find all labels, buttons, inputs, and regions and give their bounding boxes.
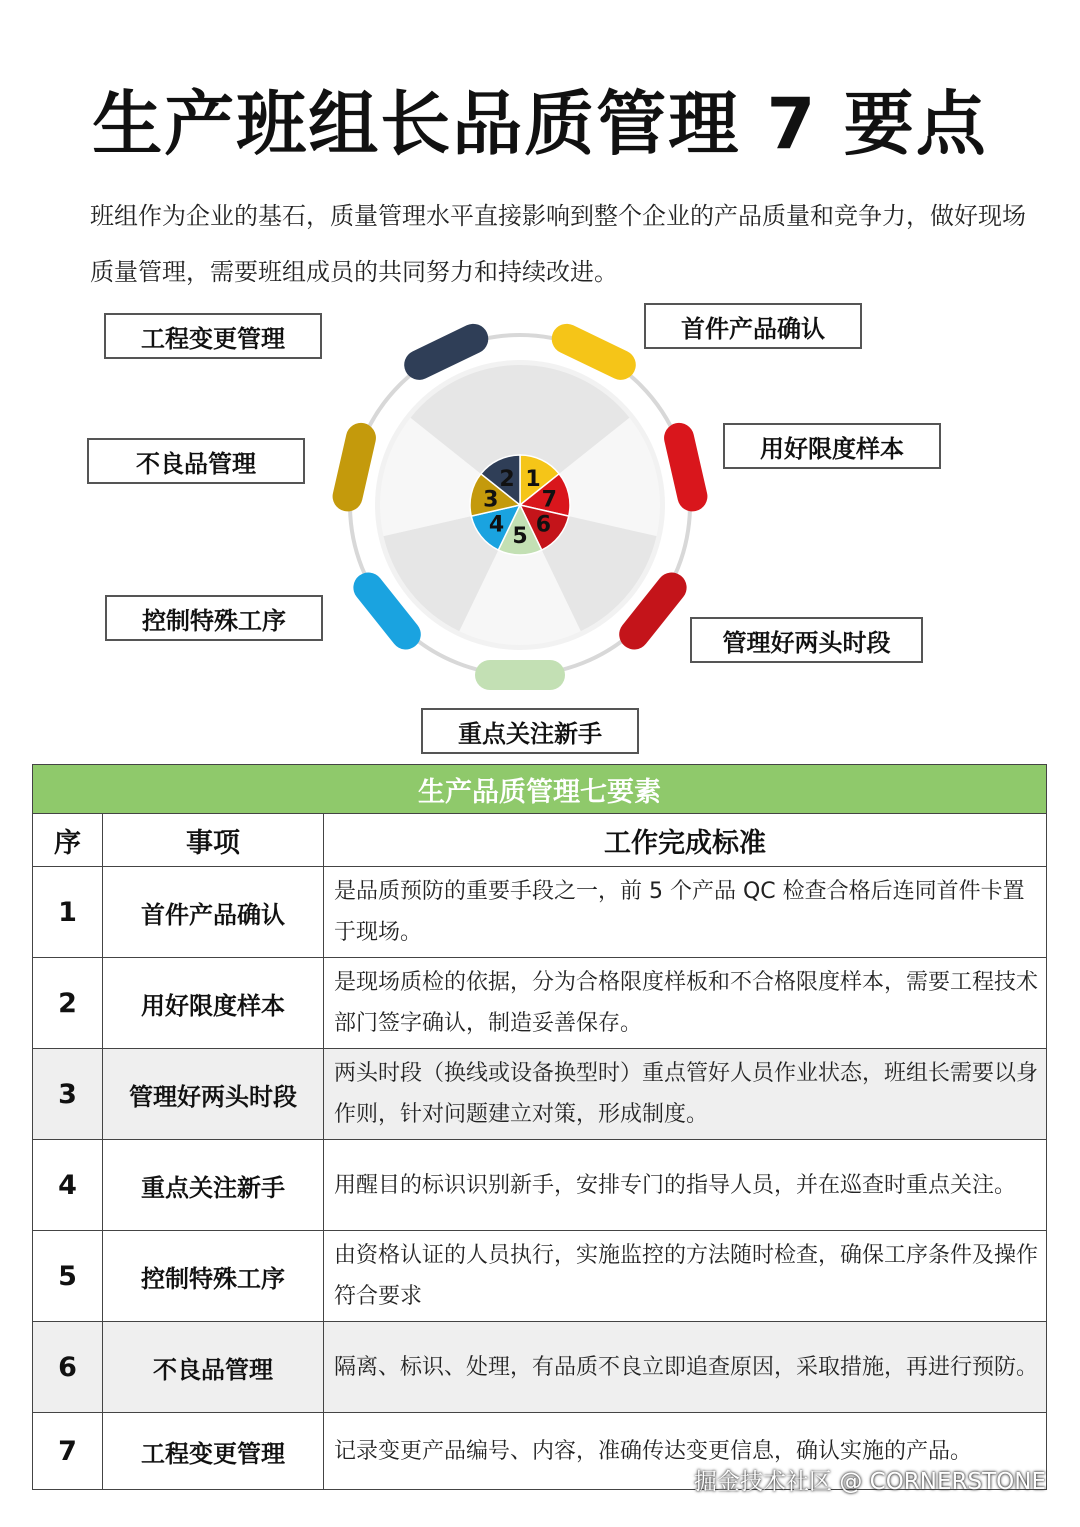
- row-item: 首件产品确认: [103, 867, 324, 958]
- row-number: 4: [33, 1140, 103, 1231]
- label-limit-sample: 用好限度样本: [723, 423, 941, 469]
- header-item: 事项: [103, 814, 324, 867]
- pie-number-1: 1: [525, 466, 541, 492]
- label-special-process: 控制特殊工序: [105, 595, 323, 641]
- row-item: 管理好两头时段: [103, 1049, 324, 1140]
- ring-pill-5: [475, 660, 565, 690]
- row-standard: 用醒目的标识识别新手，安排专门的指导人员，并在巡查时重点关注。: [324, 1140, 1047, 1231]
- row-number: 5: [33, 1231, 103, 1322]
- row-standard: 记录变更产品编号、内容，准确传达变更信息，确认实施的产品。: [324, 1413, 1047, 1490]
- label-first-article: 首件产品确认: [644, 303, 862, 349]
- watermark: 掘金技术社区 @ CORNERSTONE: [694, 1469, 1046, 1495]
- row-item: 控制特殊工序: [103, 1231, 324, 1322]
- row-number: 2: [33, 958, 103, 1049]
- ring-pill-7: [661, 420, 710, 514]
- ring-diagram-svg: [0, 295, 1080, 765]
- row-number: 1: [33, 867, 103, 958]
- row-standard: 两头时段（换线或设备换型时）重点管好人员作业状态，班组长需要以身作则，针对问题建立对策，形成制度。: [324, 1049, 1047, 1140]
- intro-paragraph: 班组作为企业的基石，质量管理水平直接影响到整个企业的产品质量和竞争力，做好现场质量管理，需要班组成员的共同努力和持续改进。: [90, 202, 1026, 286]
- pie-number-3: 3: [483, 487, 499, 513]
- pie-number-7: 7: [541, 487, 557, 513]
- header-number: 序: [33, 814, 103, 867]
- seven-points-diagram: [0, 295, 1080, 765]
- row-standard: 隔离、标识、处理，有品质不良立即追查原因，采取措施，再进行预防。: [324, 1322, 1047, 1413]
- pie-number-4: 4: [488, 512, 505, 538]
- table-row: [33, 958, 1047, 1049]
- label-defective-management: 不良品管理: [87, 438, 305, 484]
- table-row: [33, 1140, 1047, 1231]
- pie-number-2: 2: [499, 466, 515, 492]
- row-number: 7: [33, 1413, 103, 1490]
- row-standard: 是现场质检的依据，分为合格限度样板和不合格限度样本，需要工程技术部门签字确认，制造妥善保存。: [324, 958, 1047, 1049]
- center-pie: [470, 455, 570, 555]
- pie-number-5: 5: [512, 524, 528, 549]
- page-title: 生产班组长品质管理 7 要点: [92, 83, 988, 165]
- row-item: 重点关注新手: [103, 1140, 324, 1231]
- header-standard: 工作完成标准: [324, 814, 1047, 867]
- table-caption: 生产品质管理七要素: [33, 765, 1047, 814]
- label-two-periods: 管理好两头时段: [690, 617, 923, 663]
- row-standard: 由资格认证的人员执行，实施监控的方法随时检查，确保工序条件及操作符合要求: [324, 1231, 1047, 1322]
- ring-pill-3: [330, 420, 379, 514]
- table-row: [33, 1049, 1047, 1140]
- row-number: 6: [33, 1322, 103, 1413]
- table-row: [33, 1231, 1047, 1322]
- table-header-row: [33, 814, 1047, 867]
- row-item: 不良品管理: [103, 1322, 324, 1413]
- standards-table: [32, 764, 1047, 1490]
- row-item: 用好限度样本: [103, 958, 324, 1049]
- label-engineering-change: 工程变更管理: [104, 313, 322, 359]
- table-caption-row: [33, 765, 1047, 814]
- row-standard: 是品质预防的重要手段之一，前 5 个产品 QC 检查合格后连同首件卡置于现场。: [324, 867, 1047, 958]
- label-new-workers: 重点关注新手: [421, 708, 639, 754]
- table-row: [33, 1322, 1047, 1413]
- row-number: 3: [33, 1049, 103, 1140]
- pie-number-6: 6: [535, 512, 552, 538]
- row-item: 工程变更管理: [103, 1413, 324, 1490]
- table-row: [33, 867, 1047, 958]
